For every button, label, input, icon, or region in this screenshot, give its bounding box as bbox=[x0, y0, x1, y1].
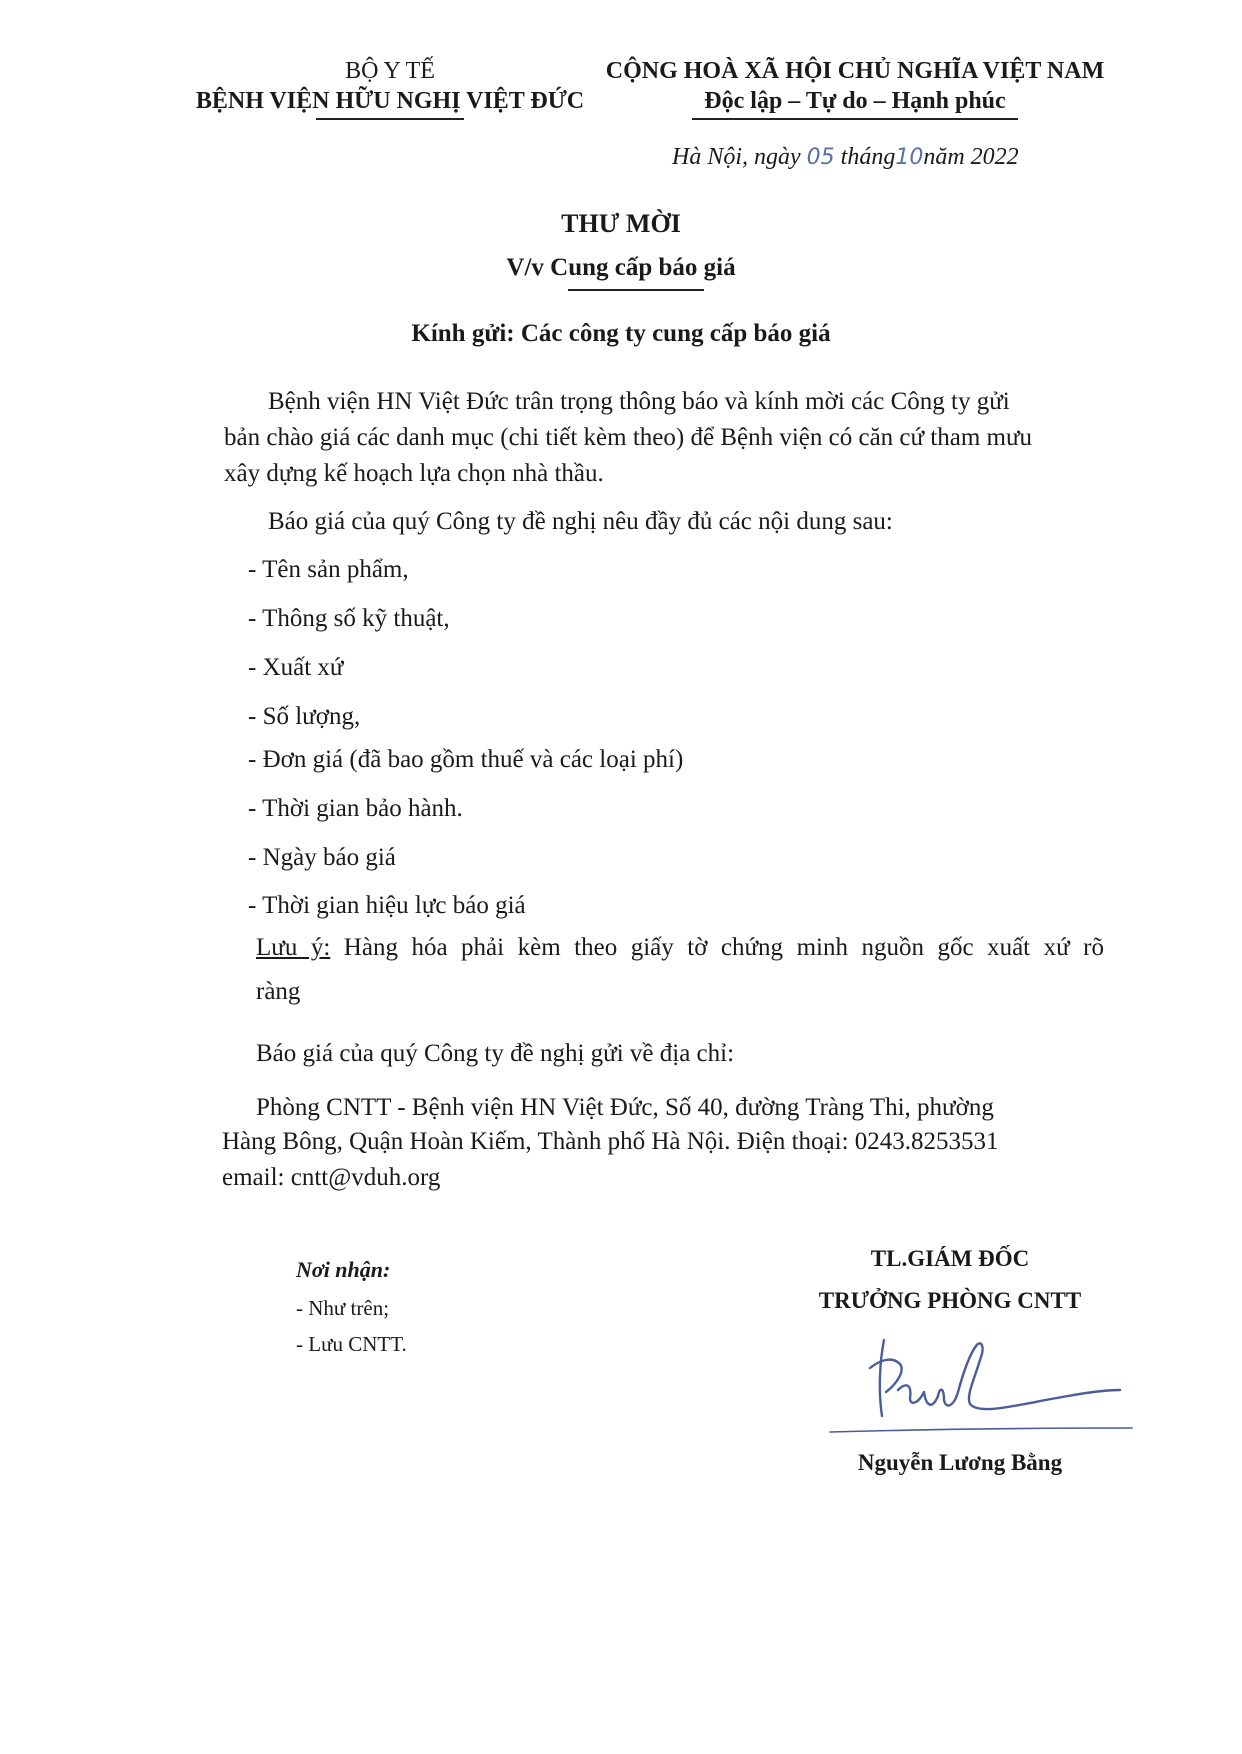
subject-underline bbox=[568, 289, 704, 291]
header-left-underline bbox=[316, 118, 464, 120]
header-right-underline bbox=[692, 118, 1018, 120]
recipients-label: Nơi nhận: bbox=[296, 1257, 391, 1282]
note-label: Lưu ý: bbox=[256, 934, 331, 961]
list-item: - Xuất xứ bbox=[248, 654, 344, 681]
address-line-2: Hàng Bông, Quận Hoàn Kiếm, Thành phố Hà Nội. Điện thoại: 0243.8253531 bbox=[222, 1128, 999, 1155]
signature-position: TRƯỞNG PHÒNG CNTT bbox=[818, 1288, 1082, 1313]
note-text: Hàng hóa phải kèm theo giấy tờ chứng minh nguồn gốc xuất xứ rõ bbox=[343, 934, 1104, 961]
handwritten-signature-icon bbox=[820, 1320, 1140, 1440]
recipients-item: - Như trên; bbox=[296, 1296, 390, 1320]
address-intro: Báo giá của quý Công ty đề nghị gửi về địa chỉ: bbox=[256, 1040, 735, 1067]
list-item: - Thông số kỹ thuật, bbox=[248, 605, 450, 632]
request-text: Báo giá của quý Công ty đề nghị nêu đầy đủ các nội dung sau: bbox=[268, 508, 893, 535]
address-line-1: Phòng CNTT - Bệnh viện HN Việt Đức, Số 40, đường Tràng Thi, phường bbox=[256, 1094, 994, 1121]
document-title: THƯ MỜI bbox=[561, 209, 681, 238]
hospital-name: BỆNH VIỆN HỮU NGHỊ VIỆT ĐỨC bbox=[195, 88, 585, 114]
salutation: Kính gửi: Các công ty cung cấp báo giá bbox=[411, 320, 831, 347]
intro-line-1: Bệnh viện HN Việt Đức trân trọng thông báo và kính mời các Công ty gửi bbox=[268, 388, 1010, 415]
document-subject: V/v Cung cấp báo giá bbox=[506, 254, 736, 281]
list-item: - Thời gian bảo hành. bbox=[248, 795, 463, 822]
list-item: - Thời gian hiệu lực báo giá bbox=[248, 892, 526, 919]
signature-title: TL.GIÁM ĐỐC bbox=[870, 1246, 1030, 1271]
national-motto: Độc lập – Tự do – Hạnh phúc bbox=[704, 88, 1006, 114]
list-item: - Đơn giá (đã bao gồm thuế và các loại phí) bbox=[248, 746, 684, 773]
date-month-label: tháng bbox=[840, 144, 896, 170]
nation-name: CỘNG HOÀ XÃ HỘI CHỦ NGHĨA VIỆT NAM bbox=[605, 58, 1105, 84]
list-item: - Số lượng, bbox=[248, 703, 361, 730]
date-day-handwritten: 05 bbox=[806, 145, 835, 170]
list-item: - Tên sản phẩm, bbox=[248, 556, 409, 583]
recipients-item: - Lưu CNTT. bbox=[296, 1332, 407, 1356]
date-prefix: Hà Nội, ngày bbox=[672, 144, 801, 170]
date-year: năm 2022 bbox=[923, 144, 1019, 170]
note-continuation: ràng bbox=[256, 978, 301, 1005]
contact-email: email: cntt@vduh.org bbox=[222, 1164, 441, 1191]
date-month-handwritten: 10 bbox=[895, 145, 924, 170]
list-item: - Ngày báo giá bbox=[248, 844, 396, 871]
note-line bbox=[256, 930, 1104, 966]
intro-line-2: bản chào giá các danh mục (chi tiết kèm theo) để Bệnh viện có căn cứ tham mưu bbox=[224, 424, 1033, 451]
date-line bbox=[672, 142, 1019, 173]
signer-name: Nguyễn Lương Bằng bbox=[857, 1450, 1063, 1475]
ministry-name: BỘ Y TẾ bbox=[345, 58, 435, 84]
intro-line-3: xây dựng kế hoạch lựa chọn nhà thầu. bbox=[224, 460, 604, 487]
